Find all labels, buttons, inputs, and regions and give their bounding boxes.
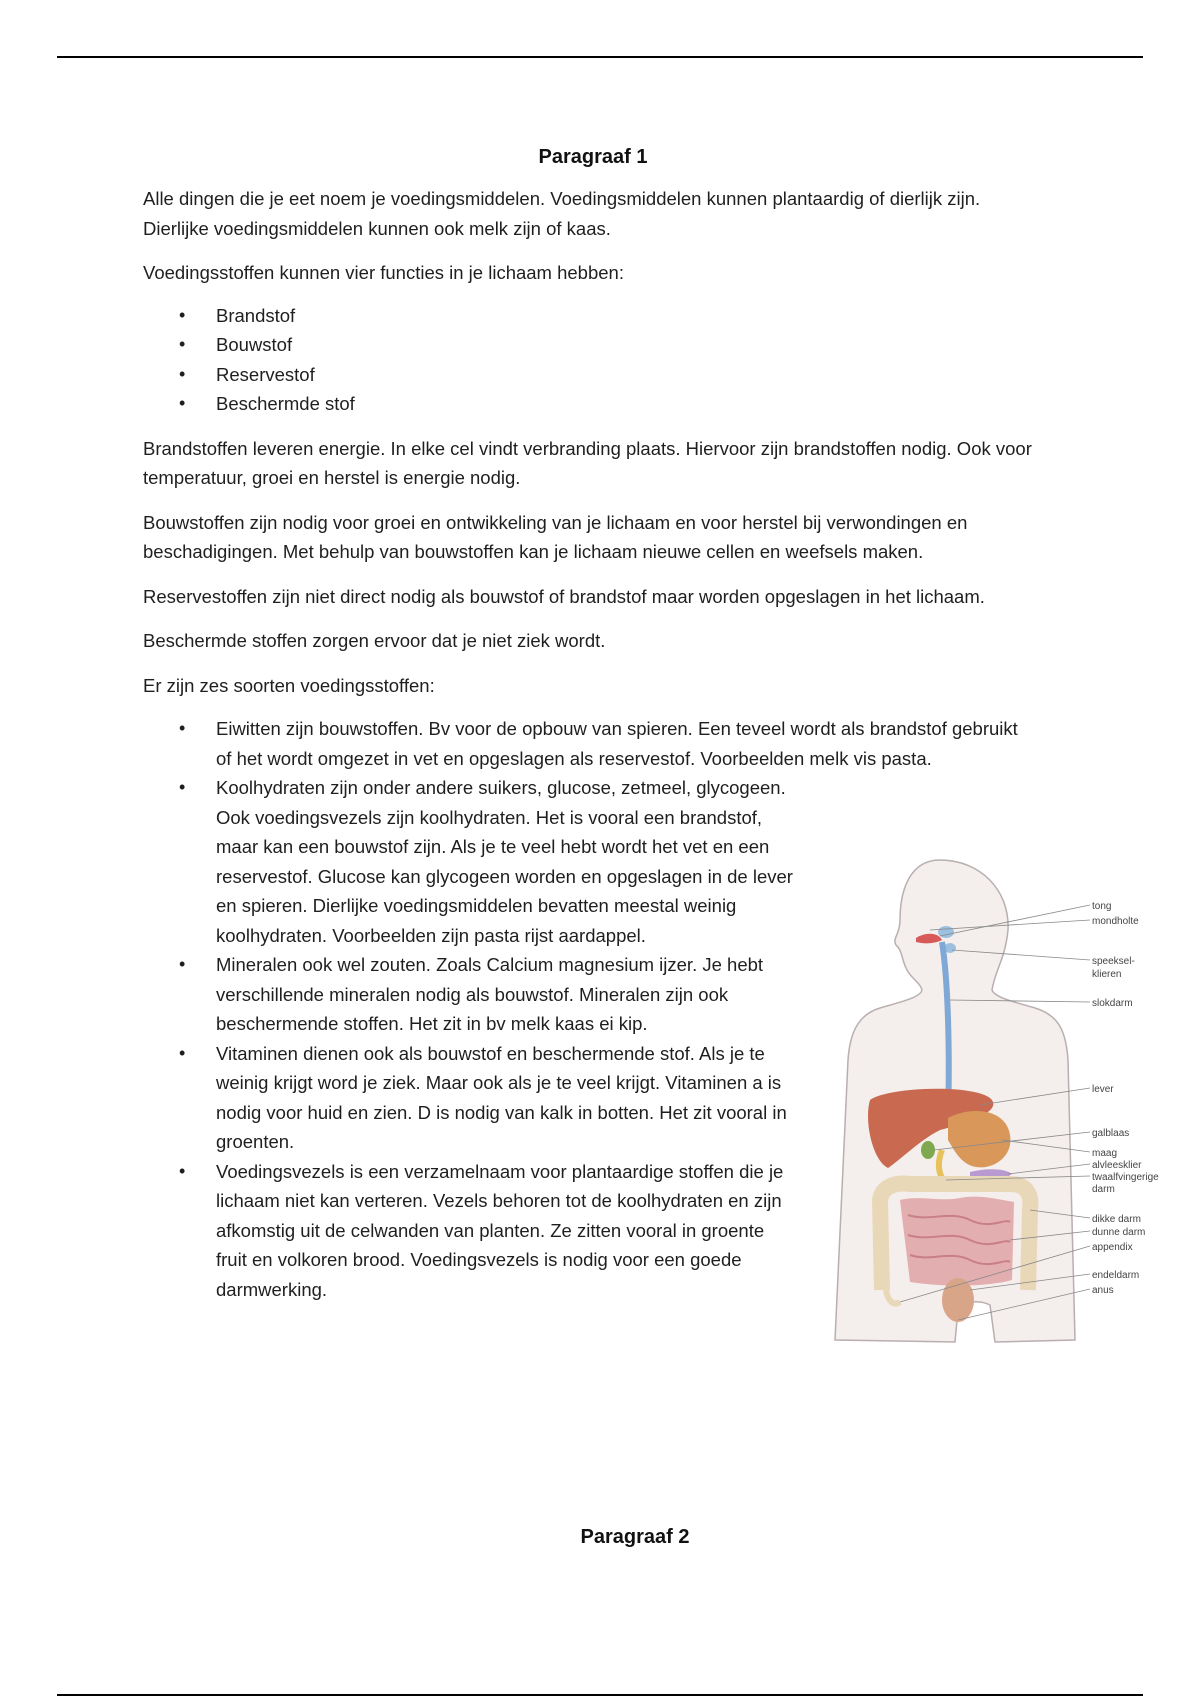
- label-anus: anus: [1092, 1285, 1114, 1296]
- top-rule: [57, 56, 1143, 58]
- list-item: • Reservestof: [143, 360, 1043, 390]
- organ-labels: [1092, 901, 1159, 1296]
- label-dunne-darm: dunne darm: [1092, 1227, 1146, 1238]
- reservestof-paragraph: Reservestoffen zijn niet direct nodig als bouwstof of brandstof maar worden opgeslagen in het lichaam.: [143, 585, 985, 607]
- section-2-title: Paragraaf 2: [580, 1526, 690, 1548]
- digestive-system-illustration: [830, 850, 1160, 1350]
- brandstof-paragraph: Brandstoffen leveren energie. In elke cel vindt verbranding plaats. Hiervoor zijn brandstoffen nodig. Ook voor temperatuur, groei en herstel is energie nodig.: [143, 437, 1032, 488]
- list-item: • Mineralen ook wel zouten. Zoals Calcium magnesium ijzer. Je hebt verschillende mineralen nodig als bouwstof. Mineralen zijn ook beschermende stoffen. Het zit in bv melk kaas ei kip.: [143, 950, 803, 1039]
- label-darm: darm: [1092, 1184, 1115, 1195]
- label-klieren: klieren: [1092, 969, 1122, 980]
- label-dikke-darm: dikke darm: [1092, 1214, 1141, 1225]
- label-appendix: appendix: [1092, 1242, 1133, 1253]
- functions-list: [143, 301, 1043, 419]
- beschermd-paragraph: Beschermde stoffen zorgen ervoor dat je niet ziek wordt.: [143, 630, 606, 651]
- list-item: • Beschermde stof: [143, 389, 1043, 419]
- section-1-title: Paragraaf 1: [538, 146, 648, 168]
- label-maag: maag: [1092, 1148, 1118, 1159]
- functions-lead: Voedingsstoffen kunnen vier functies in je lichaam hebben:: [143, 262, 624, 283]
- bottom-rule: [57, 1694, 1143, 1696]
- list-item: • Koolhydraten zijn onder andere suikers, glucose, zetmeel, glycogeen. Ook voedingsvezels zijn koolhydraten. Het is vooral een brandstof, maar kan een bouwstof zijn. Als je te veel hebt wordt het vet en een reservestof. Glucose kan glycogeen worden en opgeslagen in de lever en spieren. Dierlijke voedingsmiddelen bevatten meestal weinig koolhydraten. Voorbeelden zijn pasta rijst aardappel.: [143, 773, 803, 950]
- digestive-system-figure: [830, 850, 1160, 1350]
- list-item: • Brandstof: [143, 301, 1043, 331]
- label-mondholte: mondholte: [1092, 916, 1139, 927]
- small-intestine-shape: [900, 1197, 1014, 1286]
- gallbladder-shape: [921, 1141, 935, 1159]
- list-item: • Voedingsvezels is een verzamelnaam voor plantaardige stoffen die je lichaam niet kan verteren. Vezels behoren tot de koolhydraten en zijn afkomstig uit de celwanden van planten. Ze zitten vooral in groente fruit en volkoren brood. Voedingsvezels is nodig voor een goede darmwerking.: [143, 1157, 803, 1305]
- bouwstof-paragraph: Bouwstoffen zijn nodig voor groei en ontwikkeling van je lichaam en voor herstel bij verwondingen en beschadigingen. Met behulp van bouwstoffen kan je lichaam nieuwe cellen en weefsels maken.: [143, 511, 968, 562]
- intro-paragraph: Alle dingen die je eet noem je voedingsmiddelen. Voedingsmiddelen kunnen plantaardig of dierlijk zijn. Dierlijke voedingsmiddelen kunnen ook melk zijn of kaas.: [143, 188, 981, 239]
- list-item: • Bouwstof: [143, 330, 1043, 360]
- label-twaalfvingerige: twaalfvingerige: [1092, 1172, 1159, 1183]
- label-galblaas: galblaas: [1092, 1128, 1130, 1139]
- label-endeldarm: endeldarm: [1092, 1270, 1140, 1281]
- label-speeksel: speeksel-: [1092, 956, 1135, 967]
- label-slokdarm: slokdarm: [1092, 998, 1133, 1009]
- list-item: • Vitaminen dienen ook als bouwstof en beschermende stof. Als je te weinig krijgt word je ziek. Maar ook als je te veel krijgt. Vitaminen a is nodig voor huid en zien. D is nodig van kalk in botten. Het zit vooral in groenten.: [143, 1039, 803, 1157]
- nutrients-lead: Er zijn zes soorten voedingsstoffen:: [143, 674, 435, 696]
- list-item: • Eiwitten zijn bouwstoffen. Bv voor de opbouw van spieren. Een teveel wordt als brandstof gebruikt of het wordt omgezet in vet en opgeslagen als reservestof. Voorbeelden melk vis pasta.: [143, 714, 1043, 773]
- label-alvleesklier: alvleesklier: [1092, 1160, 1142, 1171]
- label-tong: tong: [1092, 901, 1112, 912]
- label-lever: lever: [1092, 1084, 1114, 1095]
